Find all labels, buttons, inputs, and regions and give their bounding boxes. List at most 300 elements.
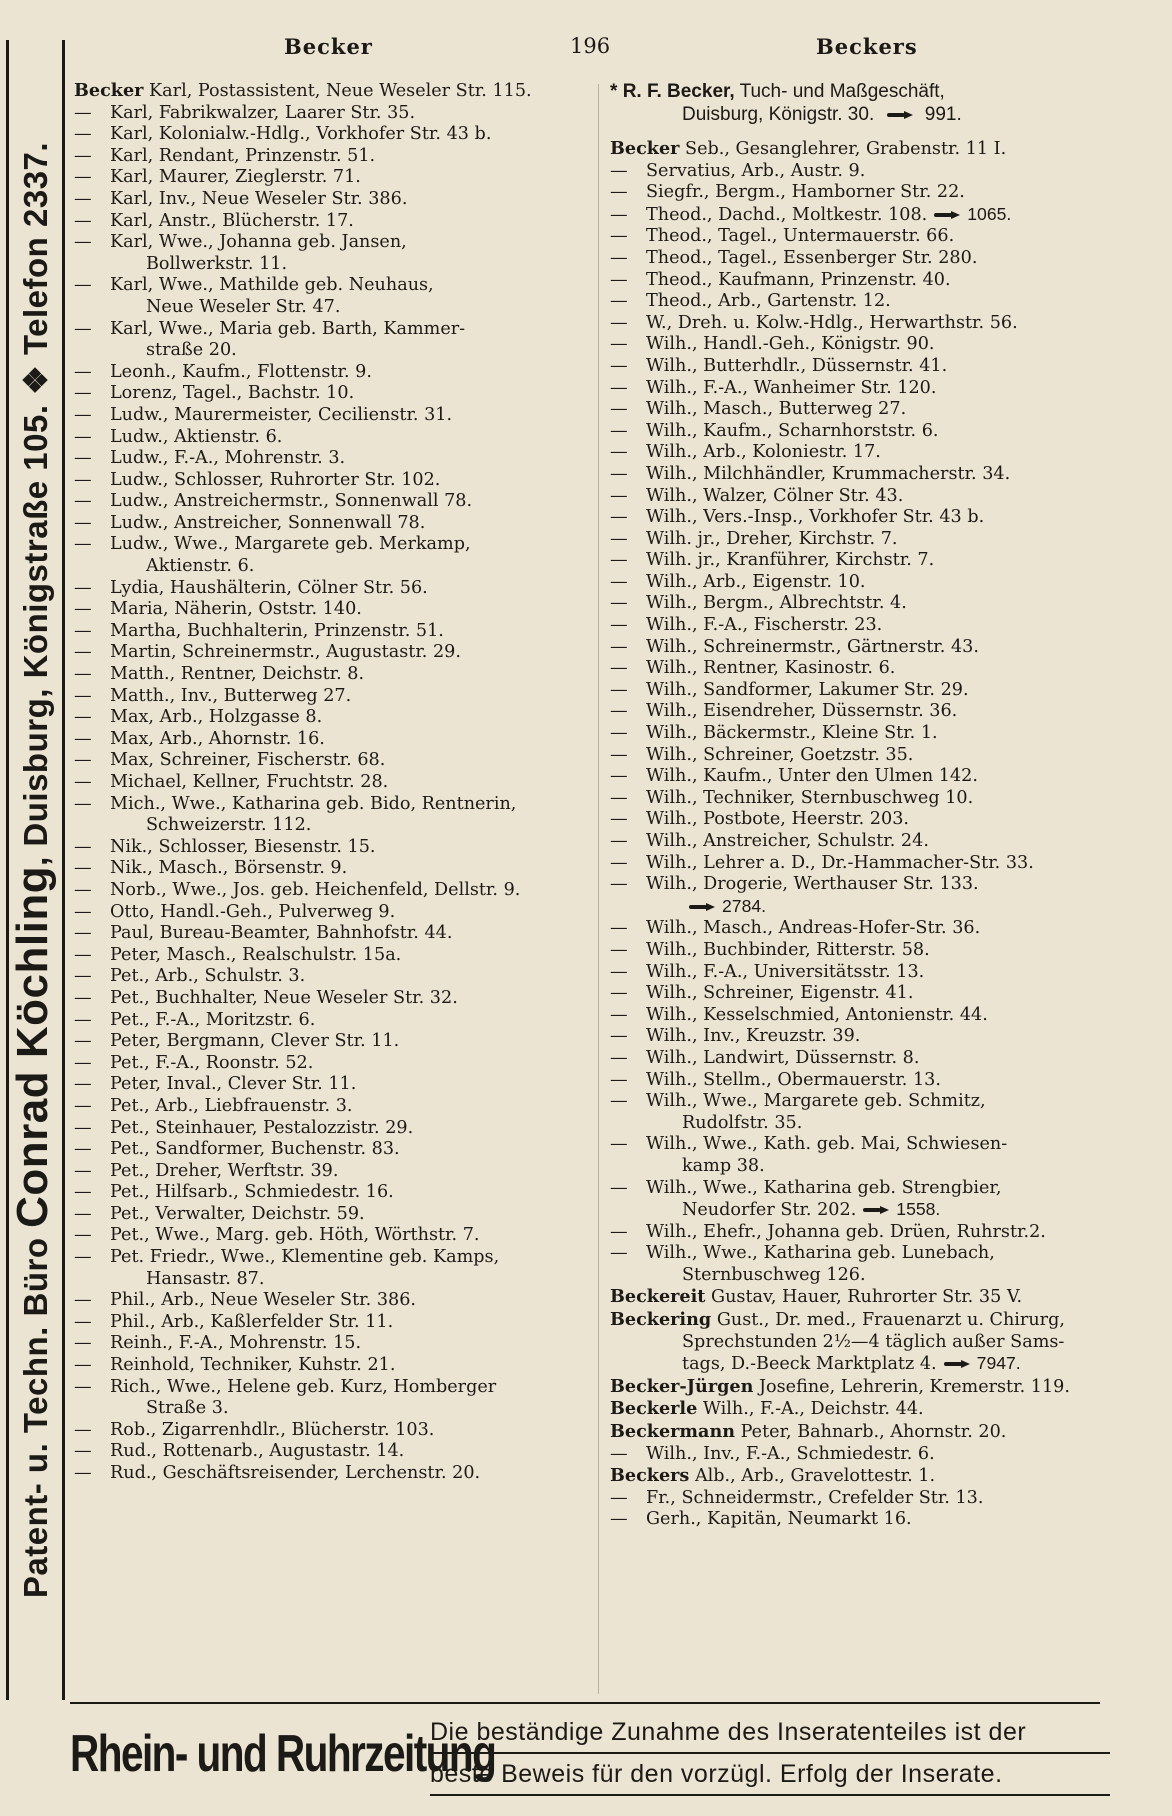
entry-surname: — [74, 491, 92, 512]
entry-surname: — [610, 852, 628, 873]
entry-details: Karl, Wwe., Maria geb. Barth, Kammer- [110, 318, 466, 339]
entry-details: Pet., Arb., Schulstr. 3. [110, 966, 306, 987]
entry-surname: — [74, 188, 92, 209]
entry-continuation-text: Hansastr. 87. [146, 1268, 265, 1289]
directory-entry [74, 923, 594, 945]
entry-surname: — [74, 966, 92, 987]
running-head-left: Becker [284, 34, 373, 59]
entry-details: Phil., Arb., Neue Weseler Str. 386. [110, 1290, 416, 1311]
directory-entry [74, 578, 594, 600]
directory-entry [74, 362, 594, 384]
entry-details: Pet., Buchhalter, Neue Weseler Str. 32. [110, 987, 458, 1008]
directory-entry [74, 1333, 594, 1355]
entry-details: Norb., Wwe., Jos. geb. Heichenfeld, Dellstr. 9. [110, 879, 521, 900]
directory-entry [74, 729, 594, 751]
column-divider [598, 84, 599, 1694]
entry-surname: — [74, 923, 92, 944]
directory-entry [74, 1377, 594, 1420]
entry-surname: — [610, 355, 628, 376]
directory-entry [610, 593, 1125, 615]
entry-continuation [110, 254, 594, 276]
entry-continuation-text: Neue Weseler Str. 47. [146, 296, 341, 317]
entry-details: Karl, Maurer, Zieglerstr. 71. [110, 167, 361, 188]
entry-details: Martin, Schreinermstr., Augustastr. 29. [110, 642, 461, 663]
directory-entry [74, 319, 594, 362]
directory-entry [74, 902, 594, 924]
directory-entry [610, 788, 1125, 810]
directory-entry [610, 1488, 1125, 1510]
entry-surname: — [610, 226, 628, 247]
becker-tuch-ad [610, 80, 1125, 126]
entry-continuation-text: Sternbuschweg 126. [682, 1264, 866, 1285]
entry-details: Wilh., Wwe., Katharina geb. Strengbier, [646, 1177, 1002, 1198]
entry-surname: — [610, 961, 628, 982]
directory-entry [610, 334, 1125, 356]
entry-continuation [646, 1113, 1125, 1135]
directory-entry [610, 1005, 1125, 1027]
telephone-icon [862, 1205, 890, 1215]
entry-details: Theod., Dachd., Moltkestr. 108. [646, 204, 928, 225]
ad-phone: 991. [924, 104, 962, 125]
entry-surname: — [610, 593, 628, 614]
entry-details: Wilh., Milchhändler, Krummacherstr. 34. [646, 463, 1011, 484]
directory-entry [74, 448, 594, 470]
directory-entry [610, 745, 1125, 767]
entry-details: Wilh., Inv., F.-A., Schmiedestr. 6. [646, 1443, 935, 1464]
entry-surname: — [74, 1333, 92, 1354]
entry-surname: — [74, 1160, 92, 1181]
entry-details: Alb., Arb., Gravelottestr. 1. [694, 1466, 936, 1487]
directory-entry [74, 642, 594, 664]
directory-entry [74, 491, 594, 513]
side-advertisement-text [8, 142, 58, 1598]
entry-continuation [646, 1156, 1125, 1178]
entry-details: Peter, Bahnarb., Ahornstr. 20. [740, 1422, 1007, 1443]
directory-entry [610, 356, 1125, 378]
entry-details: Pet., Steinhauer, Pestalozzistr. 29. [110, 1117, 414, 1138]
entry-surname: — [610, 1004, 628, 1025]
entry-continuation-text: Bollwerkstr. 11. [146, 253, 288, 274]
directory-entry [74, 707, 594, 729]
entry-details: Nik., Schlosser, Biesenstr. 15. [110, 836, 376, 857]
directory-entry [610, 1465, 1125, 1488]
entry-surname: — [610, 442, 628, 463]
entry-details: Ludw., Anstreichermstr., Sonnenwall 78. [110, 491, 473, 512]
directory-entry [74, 232, 594, 275]
directory-entry [610, 1243, 1125, 1286]
footer-slogan-line2: beste Beweis für den vorzügl. Erfolg der Inserate. [430, 1754, 1110, 1796]
directory-entry [610, 637, 1125, 659]
entry-surname: — [74, 361, 92, 382]
entry-details: Wilh., F.-A., Wanheimer Str. 120. [646, 377, 937, 398]
entry-details: Wilh., Landwirt, Düssernstr. 8. [646, 1047, 920, 1068]
directory-entry [74, 1053, 594, 1075]
entry-phone: 1065. [967, 203, 1012, 224]
directory-entry [74, 621, 594, 643]
directory-entry [610, 182, 1125, 204]
entry-surname: — [74, 685, 92, 706]
directory-entry [610, 680, 1125, 702]
entry-details: Pet., Wwe., Marg. geb. Höth, Wörthstr. 7. [110, 1225, 480, 1246]
entry-details: Pet. Friedr., Wwe., Klementine geb. Kamps, [110, 1247, 500, 1268]
entry-continuation [646, 1199, 1125, 1222]
entry-details: Josefine, Lehrerin, Kremerstr. 119. [759, 1376, 1070, 1397]
entry-details: Wilh., Stellm., Obermauerstr. 13. [646, 1069, 941, 1090]
directory-entry [610, 1091, 1125, 1134]
entry-surname: — [74, 210, 92, 231]
entry-surname: — [74, 1355, 92, 1376]
entry-details: Wilh. jr., Kranführer, Kirchstr. 7. [646, 550, 935, 571]
directory-entry [610, 486, 1125, 508]
entry-details: Pet., F.-A., Roonstr. 52. [110, 1052, 314, 1073]
entry-continuation [646, 1265, 1125, 1287]
entry-details: Wilh., Eisendreher, Düssernstr. 36. [646, 701, 958, 722]
entry-surname: — [610, 809, 628, 830]
directory-entry [74, 988, 594, 1010]
entry-surname: — [74, 772, 92, 792]
directory-entry [610, 1048, 1125, 1070]
directory-entry [74, 1204, 594, 1226]
entry-surname: — [610, 983, 628, 1004]
directory-entry [74, 772, 594, 794]
directory-entry [74, 1118, 594, 1140]
entry-details: Gerh., Kapitän, Neumarkt 16. [646, 1509, 912, 1530]
entry-surname: — [74, 512, 92, 533]
directory-entry [610, 550, 1125, 572]
entry-continuation-text: straße 20. [146, 340, 237, 361]
entry-surname: — [74, 145, 92, 166]
entry-details: Lorenz, Tagel., Bachstr. 10. [110, 383, 355, 404]
entry-details: Wilh., Kesselschmied, Antonienstr. 44. [646, 1004, 988, 1025]
directory-entry [74, 405, 594, 427]
footer-slogan-line1: Die beständige Zunahme des Inseratenteiles ist der [430, 1712, 1110, 1754]
entry-details: Wilh., Inv., Kreuzstr. 39. [646, 1026, 861, 1047]
directory-entry [610, 918, 1125, 940]
right-column [610, 80, 1125, 1531]
footer-slogan [430, 1712, 1110, 1796]
directory-entry [610, 1026, 1125, 1048]
directory-entry [610, 831, 1125, 853]
left-column [74, 80, 594, 1485]
entry-surname: — [610, 744, 628, 765]
entry-details: Wilh., F.-A., Universitätsstr. 13. [646, 961, 925, 982]
entry-details: Karl, Fabrikwalzer, Laarer Str. 35. [110, 102, 416, 123]
entry-surname: — [74, 124, 92, 145]
ad-address: Duisburg, Königstr. 30. [682, 104, 875, 125]
entry-surname: — [610, 1091, 628, 1112]
entry-details: Karl, Kolonialw.-Hdlg., Vorkhofer Str. 43 b. [110, 124, 492, 145]
telephone-icon [886, 110, 914, 120]
entry-details: Wilh., Arb., Eigenstr. 10. [646, 571, 866, 592]
entry-details: Ludw., Aktienstr. 6. [110, 426, 283, 447]
directory-entry [610, 291, 1125, 313]
directory-entry [610, 853, 1125, 875]
entry-details: Siegfr., Bergm., Hamborner Str. 22. [646, 182, 965, 203]
entry-continuation-text: Schweizerstr. 112. [146, 815, 312, 836]
entry-details: Pet., Hilfsarb., Schmiedestr. 16. [110, 1182, 394, 1203]
entry-details: Wilh., Lehrer a. D., Dr.-Hammacher-Str. 33. [646, 852, 1034, 873]
entry-continuation-text: Straße 3. [146, 1398, 229, 1419]
entry-details: Wilh., Wwe., Margarete geb. Schmitz, [646, 1091, 986, 1112]
entry-surname: — [610, 528, 628, 549]
directory-entry [74, 534, 594, 577]
entry-details: Max, Schreiner, Fischerstr. 68. [110, 750, 386, 771]
side-ad-separator: ❖ [17, 364, 55, 395]
entry-surname: — [610, 723, 628, 744]
directory-entry [610, 226, 1125, 248]
entry-details: Karl, Postassistent, Neue Weseler Str. 115. [149, 81, 532, 101]
directory-entry [610, 1134, 1125, 1177]
entry-surname: — [74, 102, 92, 123]
entry-details: Wilh., Handl.-Geh., Königstr. 90. [646, 334, 935, 355]
entry-details: Wilh., Masch., Butterweg 27. [646, 399, 907, 420]
directory-entry [610, 270, 1125, 292]
entry-details: Wilh., Walzer, Cölner Str. 43. [646, 485, 904, 506]
directory-entry [610, 809, 1125, 831]
entry-surname: — [74, 836, 92, 857]
entry-details: Wilh., Postbote, Heerstr. 203. [646, 809, 909, 830]
directory-entry [74, 1139, 594, 1161]
entry-surname: — [74, 944, 92, 965]
entry-details: Karl, Wwe., Johanna geb. Jansen, [110, 232, 407, 253]
directory-entry [74, 1247, 594, 1290]
entry-surname: Beckereit [610, 1286, 706, 1308]
directory-entry [610, 313, 1125, 335]
entry-details: Ludw., Schlosser, Ruhrorter Str. 102. [110, 469, 441, 490]
entry-surname: — [610, 615, 628, 636]
directory-entry [610, 138, 1125, 161]
page-number: 196 [570, 34, 611, 58]
entry-surname: — [610, 701, 628, 722]
entry-details: Wilh., Wwe., Kath. geb. Mai, Schwiesen- [646, 1134, 1008, 1155]
side-ad-company: Conrad Köchling [8, 865, 58, 1228]
entry-details: Wilh., F.-A., Fischerstr. 23. [646, 615, 883, 636]
entry-details: Seb., Gesanglehrer, Grabenstr. 11 I. [685, 139, 1007, 159]
directory-entry [74, 513, 594, 535]
directory-entry [610, 1421, 1125, 1444]
entry-surname: — [610, 1509, 628, 1530]
directory-entry [610, 1444, 1125, 1466]
entry-phone: 7947. [976, 1353, 1021, 1374]
entry-details: Reinhold, Techniker, Kuhstr. 21. [110, 1355, 396, 1376]
entry-details: Theod., Tagel., Essenberger Str. 280. [646, 247, 978, 268]
entry-continuation [110, 297, 594, 319]
entry-details: Leonh., Kaufm., Flottenstr. 9. [110, 361, 372, 382]
ad-name: R. F. Becker, [622, 81, 735, 102]
entry-surname: — [74, 534, 92, 555]
entry-details: Wilh., Vers.-Insp., Vorkhofer Str. 43 b. [646, 507, 985, 528]
entry-surname: — [610, 399, 628, 420]
directory-entry [74, 146, 594, 168]
entry-surname: — [610, 160, 628, 181]
entry-surname: — [74, 577, 92, 598]
entry-surname: Beckering [610, 1309, 712, 1331]
entry-continuation [110, 1398, 594, 1420]
directory-entry [610, 658, 1125, 680]
entry-surname: — [74, 1419, 92, 1440]
entry-surname: — [610, 939, 628, 960]
entry-details: Wilh., Arb., Koloniestr. 17. [646, 442, 881, 463]
entry-details: Wilh., Butterhdlr., Düssernstr. 41. [646, 355, 948, 376]
ad-star: * [610, 81, 618, 102]
directory-entry [610, 399, 1125, 421]
entry-surname: — [610, 1026, 628, 1047]
directory-entry [74, 383, 594, 405]
entry-surname: — [610, 918, 628, 939]
entry-surname: — [610, 334, 628, 355]
entry-surname: Beckermann [610, 1421, 736, 1443]
directory-entry [610, 962, 1125, 984]
entry-continuation-text: Sprechstunden 2½—4 täglich außer Sams- [682, 1331, 1065, 1352]
entry-surname: — [74, 1225, 92, 1246]
entry-details: Peter, Bergmann, Clever Str. 11. [110, 1031, 400, 1052]
entry-surname: — [74, 707, 92, 728]
entry-surname: — [610, 1487, 628, 1508]
directory-entry [74, 1096, 594, 1118]
entry-continuation-text: Rudolfstr. 35. [682, 1112, 803, 1133]
entry-surname: — [74, 620, 92, 641]
entry-surname: — [610, 679, 628, 700]
directory-entry [610, 442, 1125, 464]
entry-surname: Becker [610, 138, 680, 159]
entry-continuation [646, 1332, 1125, 1354]
entry-details: Wilh., Sandformer, Lakumer Str. 29. [646, 679, 969, 700]
entry-details: Wilh., Schreiner, Eigenstr. 41. [646, 983, 914, 1004]
entry-details: Wilh., Schreinermstr., Gärtnerstr. 43. [646, 636, 979, 657]
entry-surname: — [74, 728, 92, 749]
entry-surname: — [74, 901, 92, 922]
directory-entry [74, 427, 594, 449]
entry-surname: — [610, 1177, 628, 1198]
entry-surname: — [74, 599, 92, 620]
entry-details: Peter, Inval., Clever Str. 11. [110, 1074, 357, 1095]
directory-entry [610, 161, 1125, 183]
entry-details: Maria, Näherin, Oststr. 140. [110, 599, 362, 620]
entry-continuation [110, 1269, 594, 1291]
entry-details: Otto, Handl.-Geh., Pulverweg 9. [110, 901, 396, 922]
entry-surname: — [74, 1095, 92, 1116]
entry-details: Paul, Bureau-Beamter, Bahnhofstr. 44. [110, 923, 453, 944]
directory-entry [74, 837, 594, 859]
directory-entry [610, 1222, 1125, 1244]
entry-surname: — [74, 232, 92, 253]
entry-surname: — [610, 291, 628, 312]
entry-details: Wilh., Schreiner, Goetzstr. 35. [646, 744, 914, 765]
entry-surname: — [74, 1117, 92, 1138]
entry-continuation-text: Aktienstr. 6. [146, 556, 255, 577]
directory-entry [74, 1161, 594, 1183]
entry-surname: — [610, 247, 628, 268]
directory-entry [610, 507, 1125, 529]
entry-details: Karl, Anstr., Blücherstr. 17. [110, 210, 354, 231]
entry-surname: — [74, 404, 92, 425]
directory-entry [610, 1376, 1125, 1399]
entry-surname: — [610, 1069, 628, 1090]
directory-entry [610, 1509, 1125, 1531]
entry-surname: — [610, 182, 628, 203]
side-ad-address: , Duisburg, Königstraße 105. [17, 404, 55, 866]
entry-surname: — [610, 787, 628, 808]
entry-surname: — [74, 1290, 92, 1311]
entry-surname: — [74, 448, 92, 469]
entry-surname: — [610, 1443, 628, 1464]
ad-business: Tuch- und Maßgeschäft, [739, 81, 945, 102]
entry-continuation [110, 556, 594, 578]
side-ad-part1: Patent- u. Techn. Büro [17, 1237, 55, 1599]
entry-surname: — [74, 469, 92, 490]
entry-details: Wilh., Kaufm., Unter den Ulmen 142. [646, 766, 978, 787]
side-advertisement [2, 40, 64, 1700]
entry-details: Servatius, Arb., Austr. 9. [646, 160, 866, 181]
directory-entry [610, 615, 1125, 637]
directory-entry [74, 1010, 594, 1032]
entry-details: Mich., Wwe., Katharina geb. Bido, Rentnerin, [110, 793, 517, 814]
entry-surname: — [610, 204, 628, 225]
entry-details: Wilh., F.-A., Deichstr. 44. [702, 1399, 924, 1420]
directory-entry [610, 940, 1125, 962]
entry-details: Gustav, Hauer, Ruhrorter Str. 35 V. [711, 1287, 1023, 1308]
entry-details: Theod., Arb., Gartenstr. 12. [646, 291, 891, 312]
entry-details: Wilh., Drogerie, Werthauser Str. 133. [646, 874, 979, 895]
entry-phone: 2784. [722, 895, 767, 916]
entry-details: Rob., Zigarrenhdlr., Blücherstr. 103. [110, 1419, 435, 1440]
directory-entry [74, 1441, 594, 1463]
entry-surname: — [610, 269, 628, 290]
directory-entry [610, 1286, 1125, 1309]
directory-entry [74, 211, 594, 233]
entry-surname: — [74, 1441, 92, 1462]
directory-entry [74, 1463, 594, 1485]
entry-surname: — [74, 858, 92, 879]
entry-details: Wilh., Rentner, Kasinostr. 6. [646, 658, 896, 679]
entry-details: Karl, Wwe., Mathilde geb. Neuhaus, [110, 275, 434, 296]
entry-surname: — [74, 793, 92, 814]
directory-entry [610, 378, 1125, 400]
entry-surname: — [610, 1134, 628, 1155]
entry-surname: — [74, 1463, 92, 1483]
directory-entry [74, 750, 594, 772]
entry-continuation-text: Neudorfer Str. 202. [682, 1200, 857, 1221]
directory-entry [74, 275, 594, 318]
directory-entry [74, 167, 594, 189]
entry-surname: — [610, 1047, 628, 1068]
telephone-icon [688, 902, 716, 912]
entry-details: Peter, Masch., Realschulstr. 15a. [110, 944, 402, 965]
entry-details: Wilh., Bergm., Albrechtstr. 4. [646, 593, 907, 614]
directory-entry [74, 880, 594, 902]
entry-surname: — [610, 1243, 628, 1264]
entry-surname: — [610, 571, 628, 592]
footer-rule [70, 1702, 1100, 1704]
directory-entry [610, 248, 1125, 270]
entry-details: Fr., Schneidermstr., Crefelder Str. 13. [646, 1487, 984, 1508]
directory-entry [74, 1182, 594, 1204]
directory-entry [610, 529, 1125, 551]
entry-details: Rud., Geschäftsreisender, Lerchenstr. 20. [110, 1463, 481, 1483]
entry-surname: — [74, 1311, 92, 1332]
directory-entry [74, 1074, 594, 1096]
entry-continuation [110, 340, 594, 362]
directory-entry [74, 1290, 594, 1312]
entry-surname: — [74, 426, 92, 447]
entry-details: Reinh., F.-A., Mohrenstr. 15. [110, 1333, 362, 1354]
entry-surname: — [74, 1074, 92, 1095]
directory-entry [74, 1225, 594, 1247]
entry-surname: — [74, 275, 92, 296]
telephone-icon [933, 210, 961, 220]
directory-entry [610, 204, 1125, 227]
entry-continuation-text: tags, D.-Beeck Marktplatz 4. [682, 1354, 937, 1375]
